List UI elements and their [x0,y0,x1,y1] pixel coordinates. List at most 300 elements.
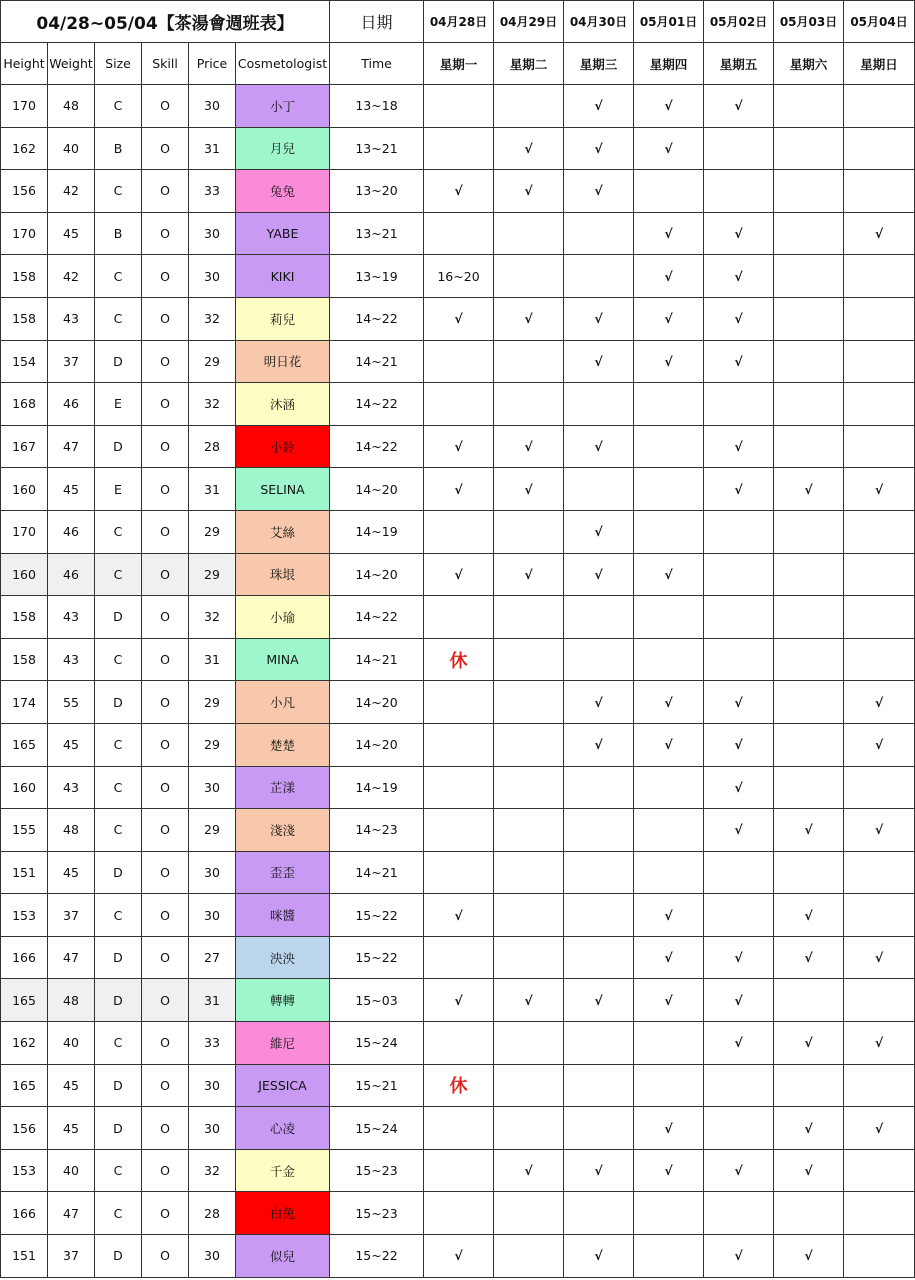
day-cell [774,638,844,681]
size-cell: C [95,638,142,681]
time-cell: 14~20 [330,723,424,766]
table-row [1,681,915,724]
check-mark: √ [844,1022,915,1065]
cosmetologist-name: 明日花 [236,340,330,383]
skill-cell: O [142,851,189,894]
day-cell [424,1107,494,1150]
table-row [1,297,915,340]
day-cell [844,596,915,639]
column-header-size: Size [95,43,142,85]
skill-cell: O [142,255,189,298]
check-mark: √ [704,936,774,979]
skill-cell: O [142,383,189,426]
price-cell: 32 [189,297,236,340]
day-cell [424,681,494,724]
price-cell: 33 [189,170,236,213]
size-cell: C [95,170,142,213]
time-cell: 14~21 [330,340,424,383]
date-header: 05月03日 [774,1,844,43]
skill-cell: O [142,638,189,681]
check-mark: √ [564,425,634,468]
table-row [1,468,915,511]
check-mark: √ [774,809,844,852]
day-cell [844,297,915,340]
day-cell [774,170,844,213]
time-cell: 13~19 [330,255,424,298]
day-cell [634,1022,704,1065]
day-cell [494,510,564,553]
price-cell: 32 [189,596,236,639]
price-cell: 29 [189,340,236,383]
cosmetologist-name: 小凡 [236,681,330,724]
day-cell [494,1235,564,1278]
time-cell: 15~22 [330,894,424,937]
day-cell [774,596,844,639]
day-cell [564,1022,634,1065]
day-cell [704,1107,774,1150]
day-cell [494,340,564,383]
weight-cell: 40 [48,1149,95,1192]
day-cell [424,212,494,255]
day-cell [424,851,494,894]
date-header: 05月01日 [634,1,704,43]
cosmetologist-name: 咪醬 [236,894,330,937]
day-cell [844,979,915,1022]
table-row [1,1192,915,1235]
height-cell: 160 [1,766,48,809]
check-mark: √ [704,979,774,1022]
weight-cell: 48 [48,809,95,852]
day-cell [564,383,634,426]
date-header: 05月04日 [844,1,915,43]
table-row [1,638,915,681]
size-cell: D [95,340,142,383]
size-cell: C [95,766,142,809]
weight-cell: 46 [48,383,95,426]
price-cell: 30 [189,766,236,809]
table-row [1,383,915,426]
check-mark: √ [774,894,844,937]
day-cell [424,766,494,809]
price-cell: 30 [189,1064,236,1107]
column-header-height: Height [1,43,48,85]
day-cell [774,681,844,724]
day-cell [424,383,494,426]
day-cell [424,510,494,553]
skill-cell: O [142,425,189,468]
date-header: 04月29日 [494,1,564,43]
day-cell [494,1192,564,1235]
size-cell: C [95,809,142,852]
time-cell: 14~23 [330,809,424,852]
table-row [1,340,915,383]
check-mark: √ [844,468,915,511]
check-mark: √ [564,170,634,213]
day-cell [844,383,915,426]
size-cell: E [95,383,142,426]
day-cell [774,383,844,426]
check-mark: √ [634,681,704,724]
day-cell [424,85,494,128]
day-cell [844,894,915,937]
time-cell: 15~03 [330,979,424,1022]
cosmetologist-name: 芷漾 [236,766,330,809]
size-cell: D [95,851,142,894]
check-mark: √ [564,127,634,170]
height-cell: 167 [1,425,48,468]
table-row [1,510,915,553]
cosmetologist-name: KIKI [236,255,330,298]
check-mark: √ [564,553,634,596]
day-cell [844,638,915,681]
time-cell: 14~21 [330,851,424,894]
check-mark: √ [634,723,704,766]
weight-cell: 37 [48,340,95,383]
time-cell: 13~18 [330,85,424,128]
day-cell [634,1064,704,1107]
day-cell [634,425,704,468]
check-mark: √ [844,212,915,255]
day-cell [564,1107,634,1150]
check-mark: √ [494,297,564,340]
size-cell: D [95,979,142,1022]
price-cell: 29 [189,553,236,596]
time-cell: 13~21 [330,127,424,170]
table-row [1,255,915,298]
day-cell [844,85,915,128]
height-cell: 170 [1,212,48,255]
day-cell [704,596,774,639]
skill-cell: O [142,766,189,809]
day-cell [704,851,774,894]
day-cell [424,723,494,766]
weight-cell: 45 [48,1064,95,1107]
check-mark: √ [564,297,634,340]
weight-cell: 43 [48,297,95,340]
weight-cell: 48 [48,979,95,1022]
size-cell: E [95,468,142,511]
day-cell [494,681,564,724]
price-cell: 30 [189,85,236,128]
cosmetologist-name: 兔兔 [236,170,330,213]
check-mark: √ [494,468,564,511]
day-cell [494,1022,564,1065]
check-mark: √ [634,85,704,128]
size-cell: C [95,1149,142,1192]
table-row [1,766,915,809]
day-cell [844,1192,915,1235]
weight-cell: 45 [48,212,95,255]
check-mark: √ [564,85,634,128]
table-row [1,596,915,639]
day-cell [494,85,564,128]
day-cell [844,340,915,383]
day-cell [774,425,844,468]
check-mark: √ [634,1149,704,1192]
weight-cell: 45 [48,468,95,511]
table-row [1,1022,915,1065]
day-cell [774,1064,844,1107]
day-cell [634,809,704,852]
check-mark: √ [564,510,634,553]
price-cell: 30 [189,255,236,298]
cosmetologist-name: YABE [236,212,330,255]
weight-cell: 40 [48,1022,95,1065]
height-cell: 162 [1,127,48,170]
height-cell: 174 [1,681,48,724]
time-cell: 14~22 [330,297,424,340]
day-cell [844,510,915,553]
check-mark: √ [704,255,774,298]
price-cell: 33 [189,1022,236,1065]
day-cell [494,894,564,937]
day-cell [704,553,774,596]
check-mark: √ [704,468,774,511]
check-mark: √ [634,936,704,979]
skill-cell: O [142,468,189,511]
table-row [1,1064,915,1107]
check-mark: √ [424,1235,494,1278]
skill-cell: O [142,1107,189,1150]
day-cell [424,809,494,852]
weight-cell: 37 [48,894,95,937]
size-cell: C [95,723,142,766]
skill-cell: O [142,170,189,213]
time-cell: 15~24 [330,1107,424,1150]
day-cell [704,383,774,426]
height-cell: 160 [1,468,48,511]
check-mark: √ [844,1107,915,1150]
day-cell [424,1192,494,1235]
check-mark: √ [494,979,564,1022]
check-mark: √ [634,212,704,255]
check-mark: √ [774,1022,844,1065]
weekday-header: 星期三 [564,43,634,85]
cosmetologist-name: 沐涵 [236,383,330,426]
day-cell [704,638,774,681]
skill-cell: O [142,936,189,979]
check-mark: √ [634,340,704,383]
day-cell [844,553,915,596]
weight-cell: 48 [48,85,95,128]
size-cell: C [95,894,142,937]
day-cell [774,723,844,766]
check-mark: √ [424,425,494,468]
check-mark: √ [844,723,915,766]
cosmetologist-name: 小鈴 [236,425,330,468]
column-header-cosmetologist: Cosmetologist [236,43,330,85]
date-header: 04月30日 [564,1,634,43]
check-mark: √ [634,255,704,298]
table-row [1,127,915,170]
day-cell [494,638,564,681]
day-cell [774,297,844,340]
check-mark: √ [704,809,774,852]
cosmetologist-name: 轉轉 [236,979,330,1022]
check-mark: √ [494,553,564,596]
skill-cell: O [142,297,189,340]
price-cell: 29 [189,681,236,724]
day-cell [844,425,915,468]
day-cell [844,1064,915,1107]
day-cell [494,255,564,298]
day-cell [424,936,494,979]
price-cell: 31 [189,638,236,681]
rest-mark: 休 [424,638,494,681]
check-mark: √ [844,936,915,979]
check-mark: √ [704,681,774,724]
price-cell: 32 [189,383,236,426]
day-cell [564,809,634,852]
time-cell: 15~23 [330,1192,424,1235]
day-cell [564,212,634,255]
weekday-header: 星期五 [704,43,774,85]
day-cell [774,766,844,809]
cosmetologist-name: 淺淺 [236,809,330,852]
date-header: 04月28日 [424,1,494,43]
day-cell [774,979,844,1022]
skill-cell: O [142,1064,189,1107]
table-row [1,1107,915,1150]
day-cell [564,1064,634,1107]
price-cell: 29 [189,809,236,852]
time-cell: 14~22 [330,425,424,468]
price-cell: 31 [189,468,236,511]
day-cell [774,553,844,596]
time-cell: 13~21 [330,212,424,255]
table-row [1,851,915,894]
weekday-header: 星期日 [844,43,915,85]
weight-cell: 42 [48,170,95,213]
height-cell: 158 [1,638,48,681]
skill-cell: O [142,127,189,170]
day-cell [634,1235,704,1278]
day-cell [704,127,774,170]
weight-cell: 43 [48,638,95,681]
skill-cell: O [142,1192,189,1235]
time-cell: 15~24 [330,1022,424,1065]
time-cell: 14~19 [330,510,424,553]
date-header: 05月02日 [704,1,774,43]
check-mark: √ [634,894,704,937]
time-cell: 14~22 [330,596,424,639]
day-cell [494,1107,564,1150]
size-cell: D [95,936,142,979]
cosmetologist-name: 歪歪 [236,851,330,894]
time-cell: 15~21 [330,1064,424,1107]
time-cell: 15~23 [330,1149,424,1192]
size-cell: D [95,681,142,724]
check-mark: √ [704,723,774,766]
column-header-weight: Weight [48,43,95,85]
check-mark: √ [564,340,634,383]
day-cell: 16~20 [424,255,494,298]
price-cell: 28 [189,425,236,468]
day-cell [494,383,564,426]
skill-cell: O [142,681,189,724]
height-cell: 170 [1,85,48,128]
table-row [1,1235,915,1278]
day-cell [634,1192,704,1235]
check-mark: √ [424,894,494,937]
check-mark: √ [774,1107,844,1150]
day-cell [424,340,494,383]
skill-cell: O [142,1149,189,1192]
height-cell: 166 [1,1192,48,1235]
skill-cell: O [142,979,189,1022]
check-mark: √ [494,170,564,213]
table-row [1,85,915,128]
time-cell: 14~20 [330,468,424,511]
table-row [1,425,915,468]
day-cell [494,851,564,894]
skill-cell: O [142,340,189,383]
check-mark: √ [704,766,774,809]
cosmetologist-name: SELINA [236,468,330,511]
size-cell: C [95,255,142,298]
weight-cell: 45 [48,1107,95,1150]
weight-cell: 45 [48,723,95,766]
skill-cell: O [142,510,189,553]
size-cell: C [95,510,142,553]
day-cell [494,809,564,852]
table-row [1,979,915,1022]
table-row [1,723,915,766]
weight-cell: 47 [48,1192,95,1235]
time-cell: 14~21 [330,638,424,681]
check-mark: √ [704,297,774,340]
weight-cell: 47 [48,425,95,468]
check-mark: √ [564,1235,634,1278]
table-row [1,809,915,852]
price-cell: 29 [189,510,236,553]
day-cell [424,596,494,639]
check-mark: √ [774,1235,844,1278]
skill-cell: O [142,809,189,852]
day-cell [564,255,634,298]
cosmetologist-name: MINA [236,638,330,681]
cosmetologist-name: 艾絲 [236,510,330,553]
size-cell: D [95,596,142,639]
time-cell: 15~22 [330,936,424,979]
height-cell: 165 [1,979,48,1022]
column-header-skill: Skill [142,43,189,85]
day-cell [704,510,774,553]
day-cell [564,894,634,937]
check-mark: √ [494,127,564,170]
table-row [1,936,915,979]
price-cell: 30 [189,1235,236,1278]
skill-cell: O [142,1235,189,1278]
check-mark: √ [424,979,494,1022]
height-cell: 151 [1,851,48,894]
price-cell: 30 [189,212,236,255]
height-cell: 156 [1,1107,48,1150]
column-header-time: Time [330,43,424,85]
skill-cell: O [142,1022,189,1065]
check-mark: √ [564,979,634,1022]
height-cell: 155 [1,809,48,852]
weight-cell: 46 [48,553,95,596]
check-mark: √ [844,681,915,724]
price-cell: 29 [189,723,236,766]
size-cell: C [95,1192,142,1235]
skill-cell: O [142,894,189,937]
size-cell: B [95,212,142,255]
height-cell: 158 [1,255,48,298]
check-mark: √ [564,681,634,724]
height-cell: 170 [1,510,48,553]
